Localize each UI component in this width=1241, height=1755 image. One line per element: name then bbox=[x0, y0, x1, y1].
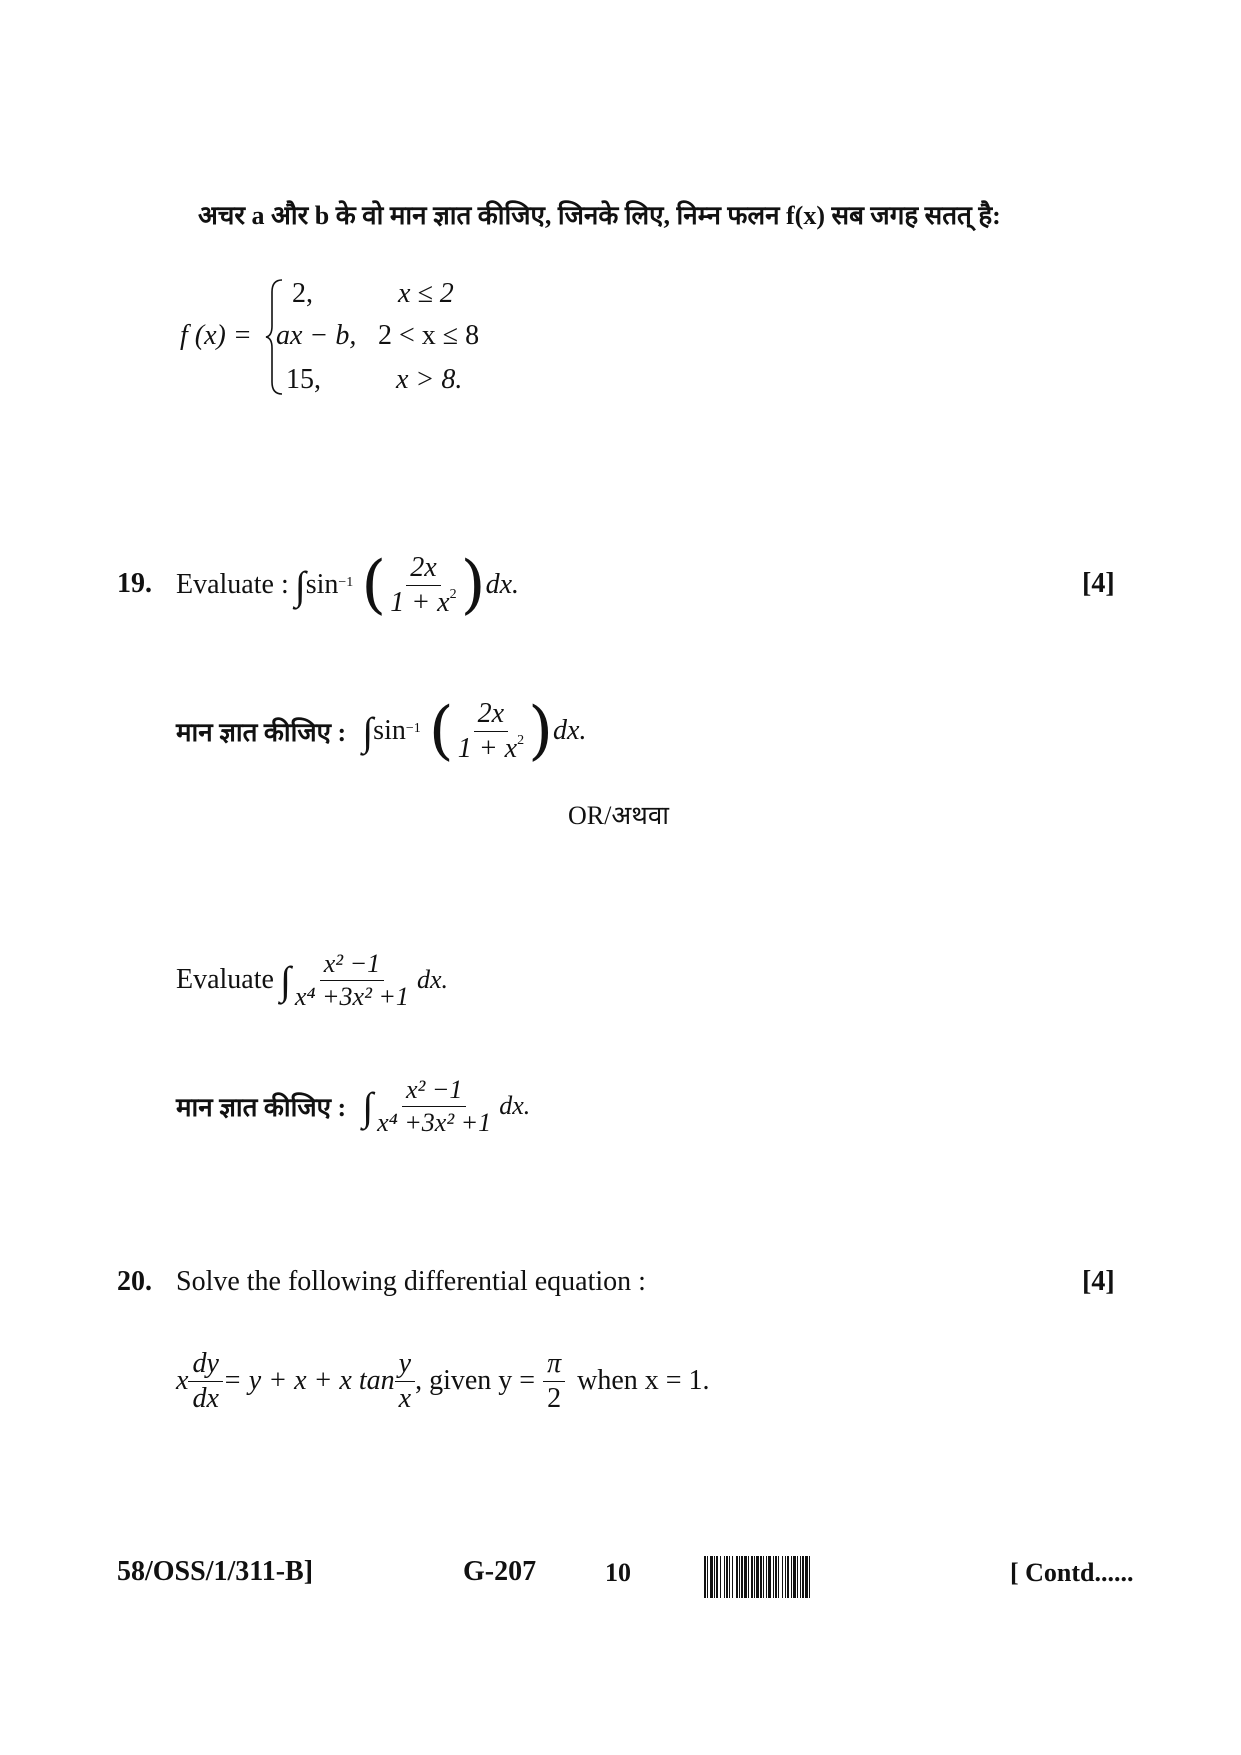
case-2-condition: 2 < x ≤ 8 bbox=[378, 320, 480, 351]
q20-text: Solve the following differential equation : bbox=[176, 1266, 646, 1297]
or-separator: OR/अथवा bbox=[568, 801, 670, 830]
q19-hindi-func: sin bbox=[373, 715, 406, 746]
q20-dx: dx bbox=[192, 1382, 219, 1414]
q19-hindi-integral bbox=[176, 686, 586, 776]
footer-contd: [ Contd...... bbox=[1010, 1558, 1134, 1587]
case-3-condition: x > 8. bbox=[396, 364, 463, 395]
q19-hindi-label: मान ज्ञात कीजिए : bbox=[176, 718, 347, 747]
piecewise-lhs: f (x) = bbox=[180, 320, 252, 351]
q19-inverse: −1 bbox=[338, 575, 354, 590]
q19-number: 19. bbox=[117, 568, 152, 599]
q20-mid: = y + x + x tan bbox=[222, 1365, 395, 1396]
q19-alt-integral bbox=[176, 940, 448, 1020]
q19-hindi-tail: dx. bbox=[553, 715, 587, 746]
q19-numerator: 2x bbox=[406, 553, 440, 585]
q19-alt-denominator: x⁴ +3x² +1 bbox=[294, 981, 409, 1011]
right-paren-icon: ) bbox=[460, 548, 486, 622]
q20-pi: π bbox=[543, 1349, 565, 1381]
q20-two: 2 bbox=[547, 1382, 562, 1414]
q19-alt-label: Evaluate bbox=[176, 964, 274, 995]
intro-hindi: अचर a और b के वो मान ज्ञात कीजिए, जिनके लिए, निम्न फलन f(x) सब जगह सतत् है: bbox=[198, 201, 1001, 230]
q19-denominator: 1 + x bbox=[390, 586, 450, 618]
q20-marks: [4] bbox=[1082, 1266, 1115, 1297]
q19-hindi-numerator: 2x bbox=[474, 699, 508, 731]
q20-when: when x = 1. bbox=[577, 1365, 710, 1396]
q20-x-den: x bbox=[398, 1382, 412, 1414]
q20-dy: dy bbox=[188, 1349, 222, 1381]
q19-alt-hindi-label: मान ज्ञात कीजिए : bbox=[176, 1093, 347, 1122]
q19-alt-hindi-integral bbox=[176, 1066, 530, 1146]
q20-x: x bbox=[176, 1365, 189, 1396]
footer-code: 58/OSS/1/311-B] bbox=[117, 1556, 314, 1587]
q19-alt-numerator: x² −1 bbox=[320, 950, 384, 980]
q20-equation bbox=[176, 1336, 710, 1426]
integral-sign-icon: ∫ bbox=[362, 1083, 374, 1129]
footer-series: G-207 bbox=[463, 1556, 537, 1587]
q19-alt-hindi-denominator: x⁴ +3x² +1 bbox=[377, 1107, 492, 1137]
left-paren-icon: ( bbox=[428, 694, 454, 768]
barcode-icon bbox=[704, 1556, 974, 1598]
right-paren-icon: ) bbox=[528, 694, 554, 768]
case-1-value: 2, bbox=[292, 278, 313, 309]
q20-given: , given y = bbox=[415, 1365, 536, 1396]
q20-y-num: y bbox=[395, 1349, 415, 1381]
q19-hindi-den-exp: 2 bbox=[517, 733, 525, 749]
q19-integral bbox=[176, 540, 519, 630]
q19-den-exp: 2 bbox=[449, 587, 457, 603]
q19-hindi-inverse: −1 bbox=[405, 721, 421, 736]
q20-number: 20. bbox=[117, 1266, 152, 1297]
integral-sign-icon: ∫ bbox=[294, 562, 306, 608]
case-3-value: 15, bbox=[286, 364, 321, 395]
q19-marks: [4] bbox=[1082, 568, 1115, 599]
q19-alt-hindi-numerator: x² −1 bbox=[402, 1076, 466, 1106]
q19-label: Evaluate : bbox=[176, 569, 289, 600]
case-1-condition: x ≤ 2 bbox=[398, 278, 454, 309]
q19-hindi-denominator: 1 + x bbox=[457, 732, 518, 764]
left-paren-icon: ( bbox=[361, 548, 387, 622]
q19-alt-tail: dx. bbox=[416, 965, 448, 994]
case-2-value: ax − b, bbox=[276, 320, 357, 351]
footer-page-number: 10 bbox=[605, 1558, 631, 1587]
q19-tail: dx. bbox=[485, 569, 519, 600]
q19-func: sin bbox=[305, 569, 339, 600]
q19-alt-hindi-tail: dx. bbox=[499, 1091, 531, 1120]
integral-sign-icon: ∫ bbox=[362, 708, 374, 754]
integral-sign-icon: ∫ bbox=[279, 957, 291, 1003]
piecewise-function bbox=[180, 272, 500, 402]
